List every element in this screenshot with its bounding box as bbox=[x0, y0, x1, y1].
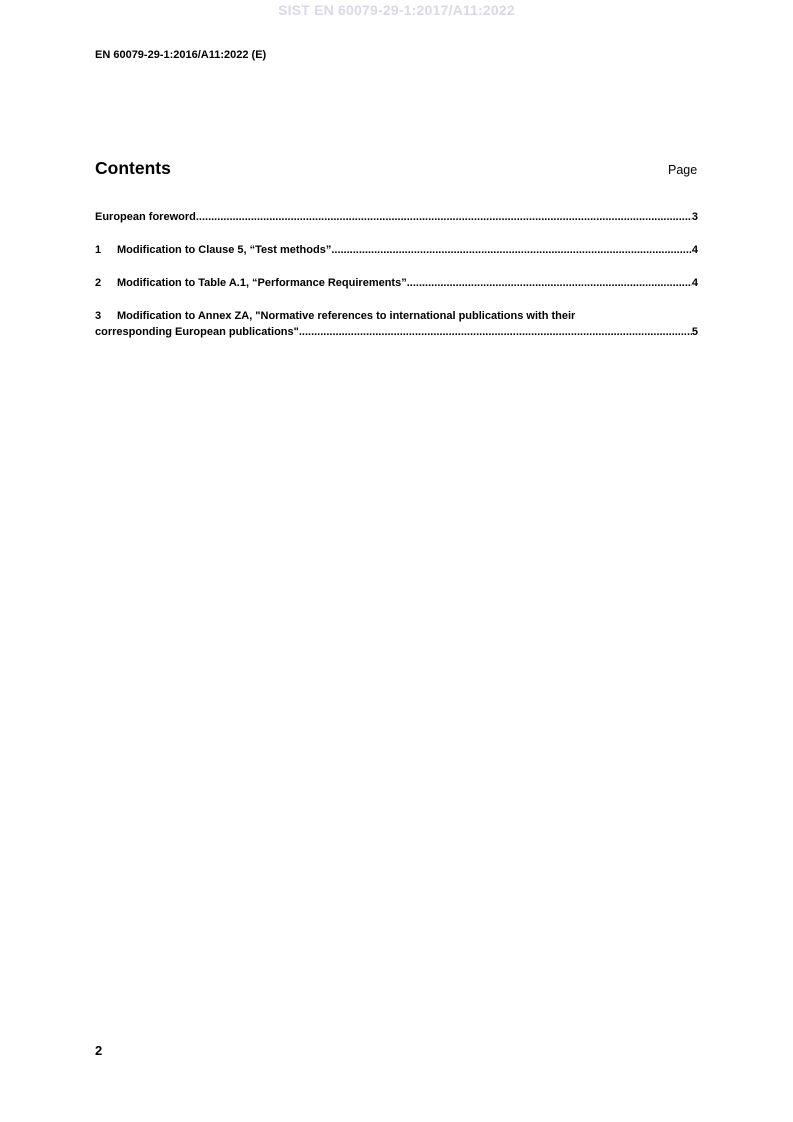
toc-entry-title-line1: Modification to Annex ZA, "Normative references to international publications with their bbox=[117, 310, 576, 322]
toc-entry-clause-3[interactable] bbox=[95, 308, 698, 340]
toc-dot-leader bbox=[299, 324, 692, 340]
toc-entry-number: 2 bbox=[95, 277, 102, 289]
toc-dot-leader bbox=[196, 209, 692, 225]
toc-dot-leader bbox=[331, 242, 692, 258]
toc-entry-page: 3 bbox=[691, 211, 698, 223]
toc-dot-leader bbox=[407, 275, 692, 291]
page-number: 2 bbox=[95, 1043, 103, 1058]
toc-entry-page: 4 bbox=[691, 244, 698, 256]
toc-entry-page: 4 bbox=[691, 277, 698, 289]
toc-entry-number: 1 bbox=[95, 244, 102, 256]
toc-entry-page: 5 bbox=[691, 326, 698, 338]
toc-entry-clause-1[interactable] bbox=[95, 242, 698, 258]
toc-entry-title: European foreword bbox=[95, 211, 196, 223]
document-header: EN 60079-29-1:2016/A11:2022 (E) bbox=[95, 49, 267, 61]
table-of-contents bbox=[95, 209, 698, 357]
toc-entry-title: Modification to Clause 5, “Test methods” bbox=[117, 244, 332, 256]
toc-entry-title: Modification to Table A.1, “Performance Requirements” bbox=[117, 277, 407, 289]
toc-entry-european-foreword[interactable] bbox=[95, 209, 698, 225]
page-title: Contents bbox=[95, 158, 171, 178]
toc-entry-clause-2[interactable] bbox=[95, 275, 698, 291]
toc-entry-title-line2: corresponding European publications" bbox=[95, 326, 299, 338]
toc-entry-number: 3 bbox=[95, 310, 102, 322]
page-column-label: Page bbox=[668, 163, 698, 177]
watermark: SIST EN 60079-29-1:2017/A11:2022 bbox=[278, 2, 515, 18]
